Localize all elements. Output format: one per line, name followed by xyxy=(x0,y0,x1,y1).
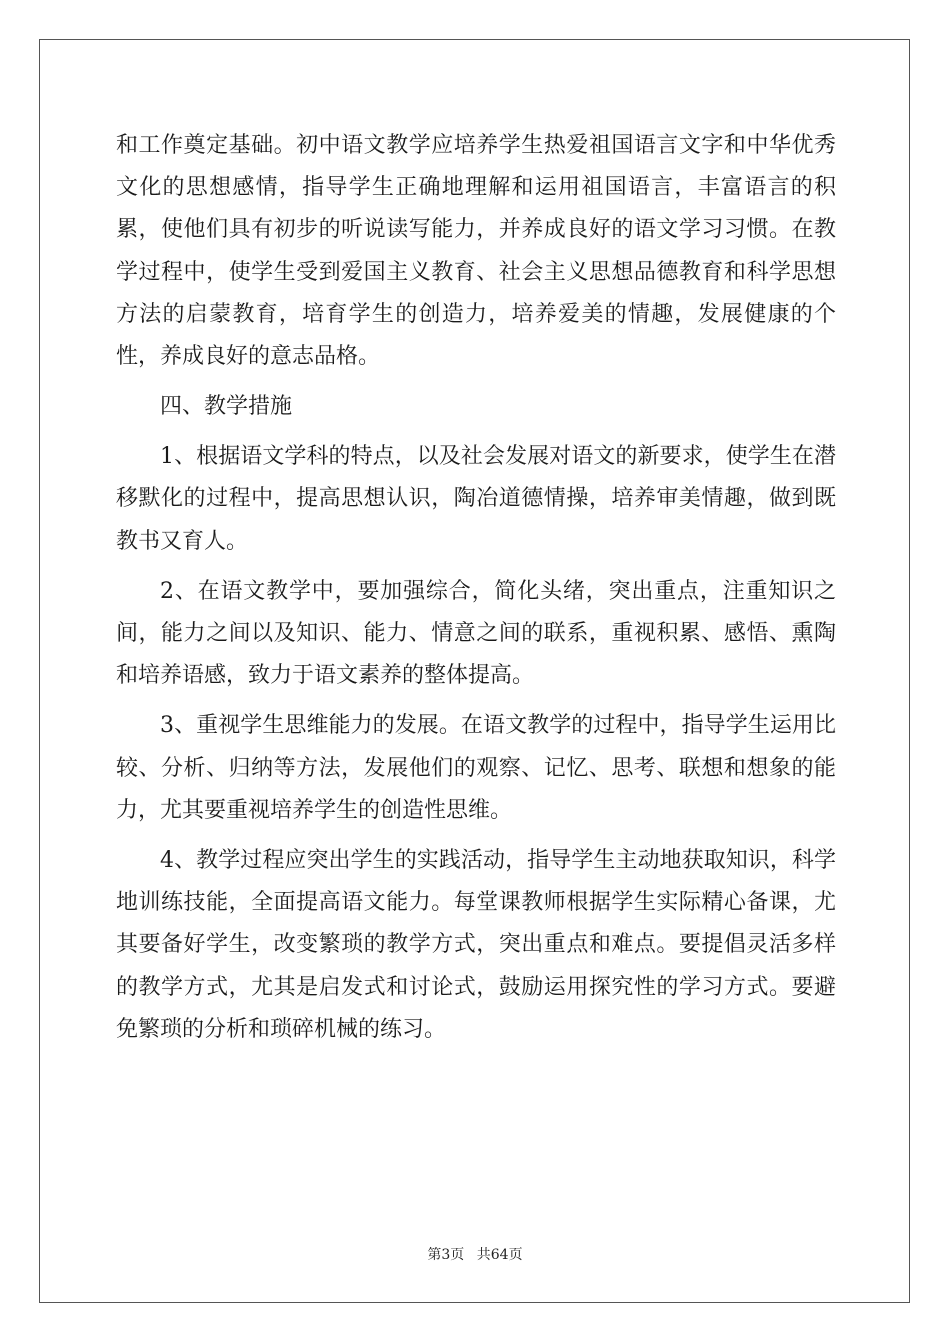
paragraph-intro: 和工作奠定基础。初中语文教学应培养学生热爱祖国语言文字和中华优秀文化的思想感情，指导学生正确地理解和运用祖国语言，丰富语言的积累，使他们具有初步的听说读写能力，并养成良好的语文学习习惯。在教学过程中，使学生受到爱国主义教育、社会主义思想品德教育和科学思想方法的启蒙教育，培育学生的创造力，培养爱美的情趣，发展健康的个性，养成良好的意志品格。 xyxy=(116,133,836,370)
current-page-label: 第3页 xyxy=(427,1247,465,1263)
section-heading: 四、教学措施 xyxy=(160,394,293,420)
measure-item-2: 2、在语文教学中，要加强综合，简化头绪，突出重点，注重知识之间，能力之间以及知识、能力、情意之间的联系，重视积累、感悟、熏陶和培养语感，致力于语文素养的整体提高。 xyxy=(116,578,836,689)
total-pages-label: 共64页 xyxy=(476,1247,523,1263)
measure-item-1: 1、根据语文学科的特点，以及社会发展对语文的新要求，使学生在潜移默化的过程中，提高思想认识，陶冶道德情操，培养审美情趣，做到既教书又育人。 xyxy=(116,444,836,554)
document-body xyxy=(116,125,836,1051)
page-footer xyxy=(0,1244,950,1264)
measure-item-4: 4、教学过程应突出学生的实践活动，指导学生主动地获取知识，科学地训练技能，全面提高语文能力。每堂课教师根据学生实际精心备课，尤其要备好学生，改变繁琐的教学方式，突出重点和难点。要提倡灵活多样的教学方式，尤其是启发式和讨论式，鼓励运用探究性的学习方式。要避免繁琐的分析和琐碎机械的练习。 xyxy=(116,848,836,1042)
measure-item-3: 3、重视学生思维能力的发展。在语文教学的过程中，指导学生运用比较、分析、归纳等方法，发展他们的观察、记忆、思考、联想和想象的能力，尤其要重视培养学生的创造性思维。 xyxy=(116,713,836,823)
